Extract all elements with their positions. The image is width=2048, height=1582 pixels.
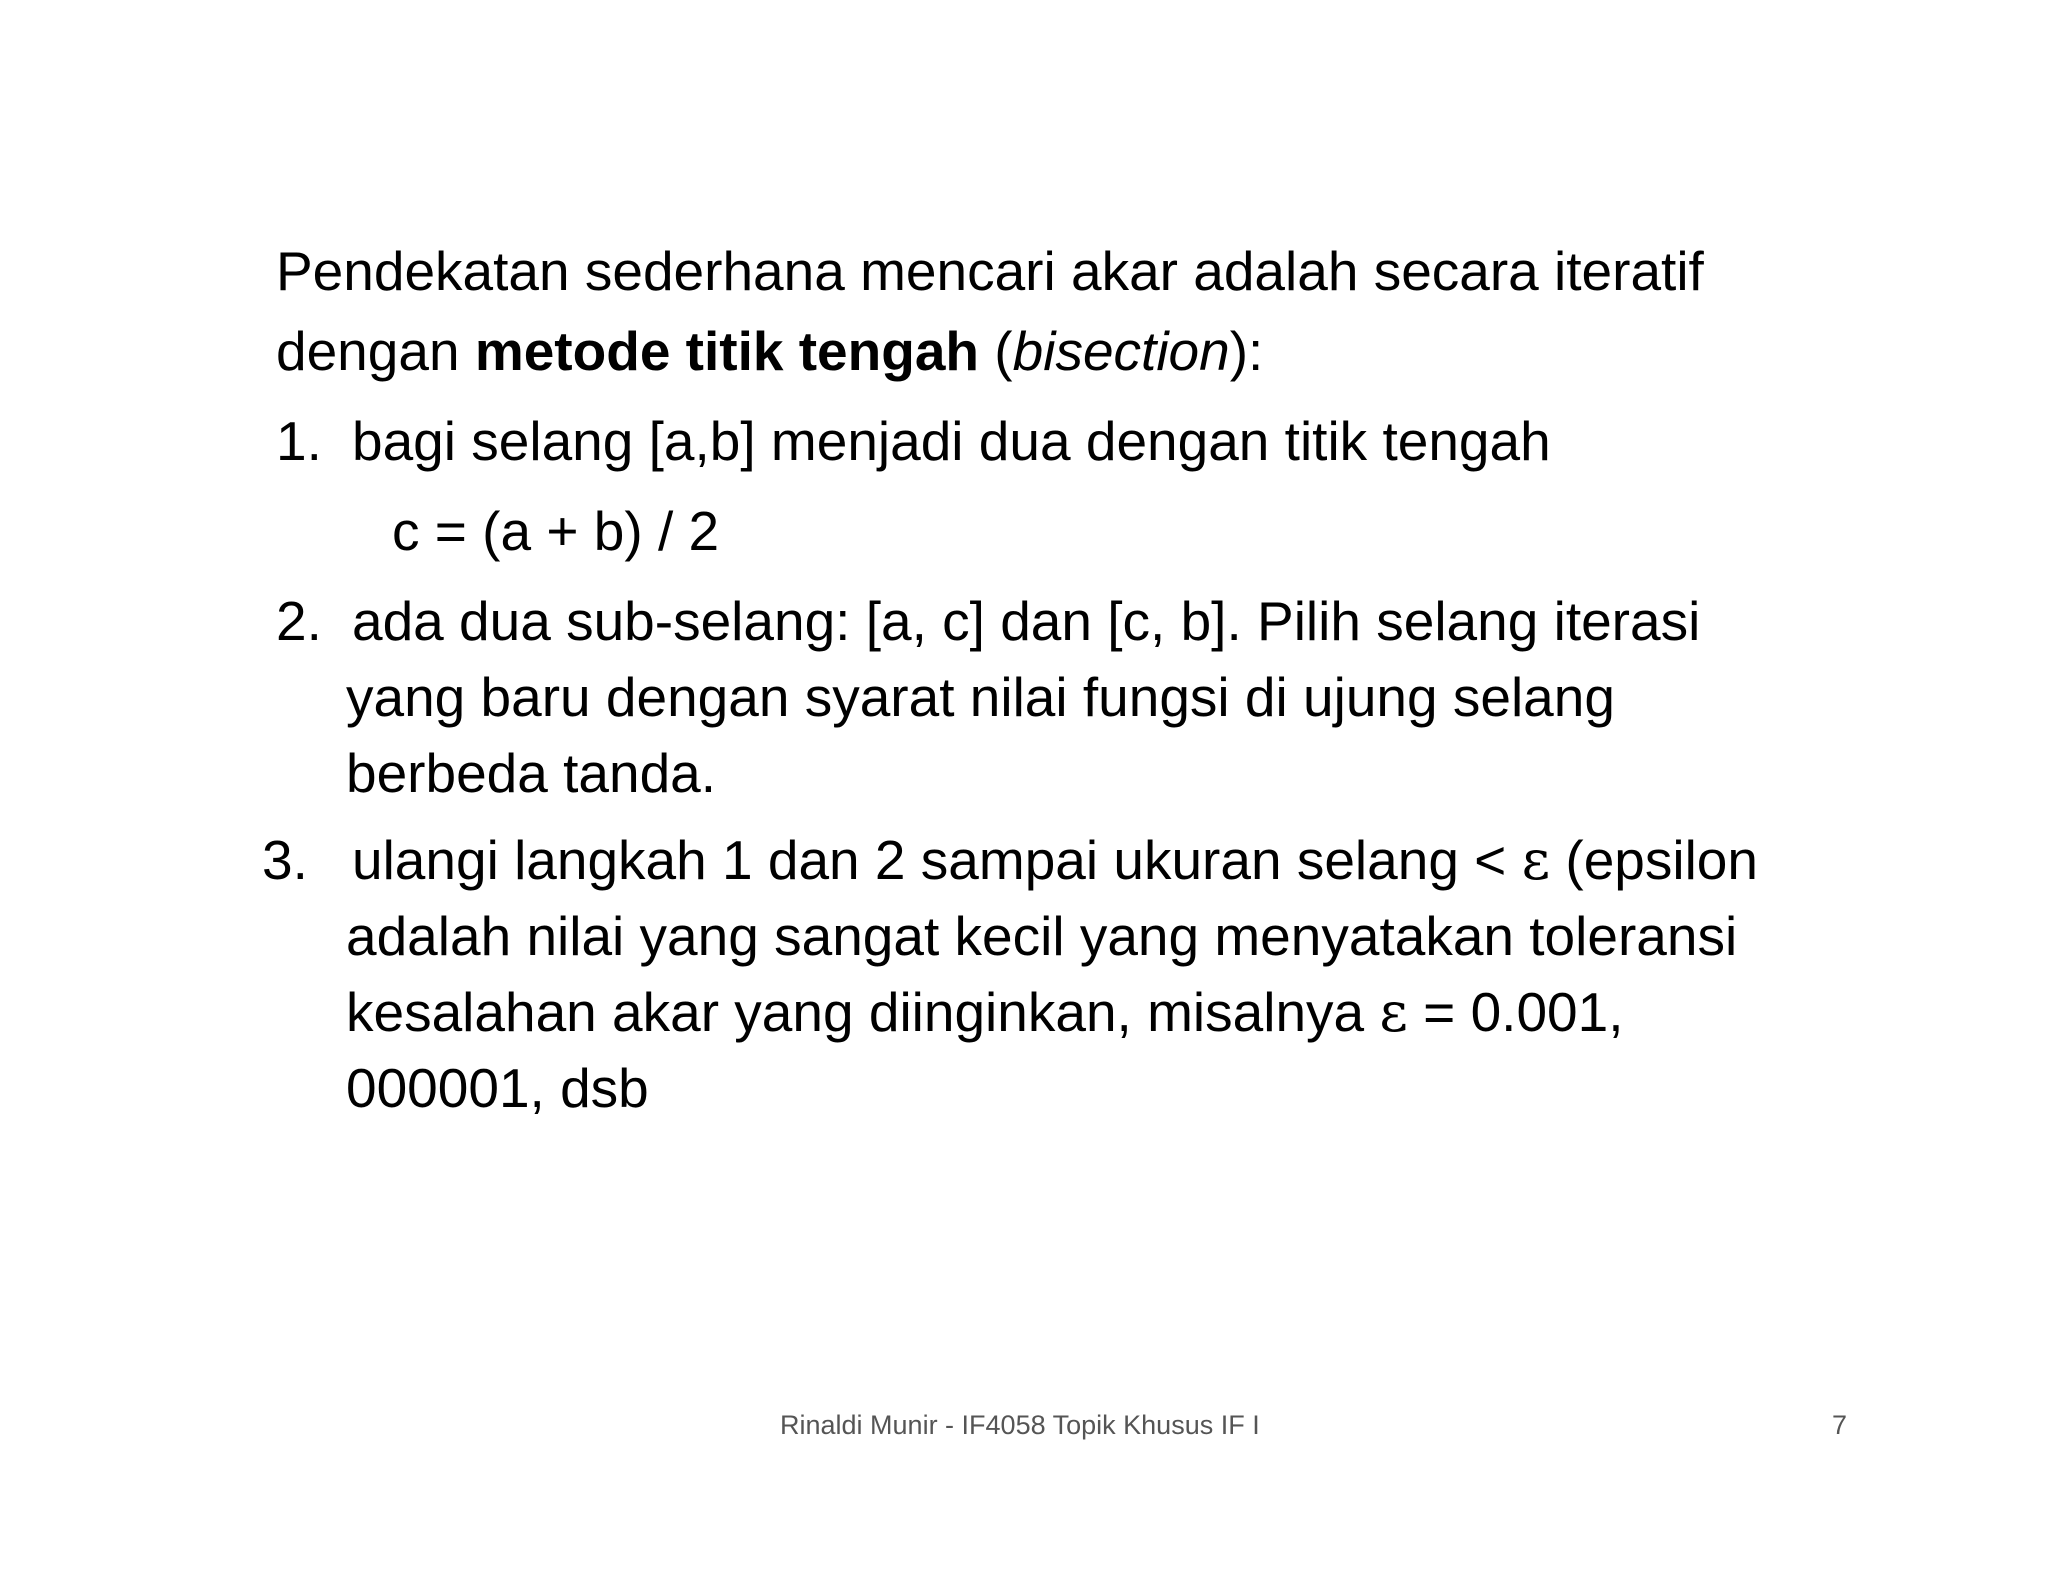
step-3-line-3 [346, 979, 1624, 1045]
intro-line-1: Pendekatan sederhana mencari akar adalah secara iteratif [276, 240, 1704, 302]
step-3-line-3-prefix: kesalahan akar yang diinginkan, misalnya [346, 981, 1380, 1043]
step-3-line-1-prefix: ulangi langkah 1 dan 2 sampai ukuran selang < [352, 829, 1522, 891]
step-3-line-2: adalah nilai yang sangat kecil yang menyatakan toleransi [346, 905, 1738, 967]
epsilon-symbol: ε [1379, 980, 1408, 1044]
epsilon-symbol: ε [1521, 828, 1551, 892]
step-3-line-1 [352, 827, 1758, 893]
method-english-name: bisection [1012, 320, 1230, 382]
step-2-number: 2. [276, 590, 322, 652]
step-1-number: 1. [276, 410, 322, 472]
step-3-line-1-suffix: (epsilon [1550, 829, 1758, 891]
step-1-text: bagi selang [a,b] menjadi dua dengan titik tengah [352, 410, 1551, 472]
step-2-line-2: yang baru dengan syarat nilai fungsi di ujung selang [346, 666, 1615, 728]
intro-line-2-prefix: dengan [276, 320, 475, 382]
intro-line-2 [276, 318, 1263, 384]
step-3-line-4: 000001, dsb [346, 1057, 649, 1119]
method-name: metode titik tengah [474, 320, 980, 382]
page-number: 7 [1832, 1410, 1848, 1440]
step-1-formula: c = (a + b) / 2 [392, 500, 720, 562]
intro-line-2-suffix: ): [1229, 320, 1264, 382]
step-3-number: 3. [262, 829, 308, 891]
slide-footer: Rinaldi Munir - IF4058 Topik Khusus IF I [780, 1410, 1260, 1440]
step-3-line-3-suffix: = 0.001, [1407, 981, 1624, 1043]
step-2-line-3: berbeda tanda. [346, 742, 717, 804]
step-2-line-1: ada dua sub-selang: [a, c] dan [c, b]. Pilih selang iterasi [352, 590, 1701, 652]
intro-line-2-mid: ( [979, 320, 1013, 382]
